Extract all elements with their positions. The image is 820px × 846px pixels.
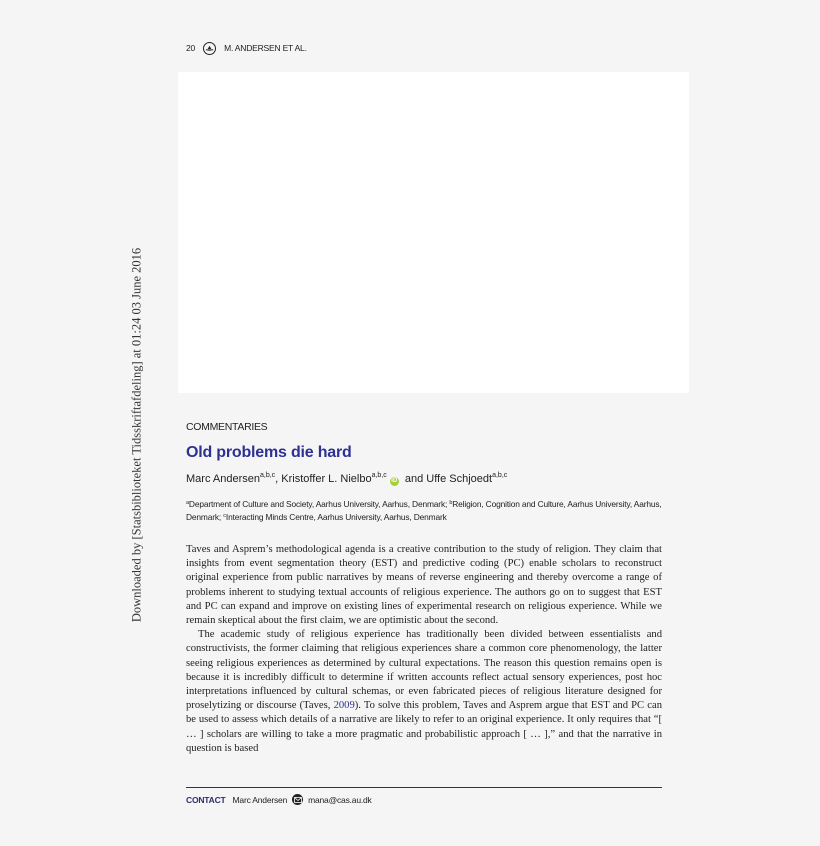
affiliation-mark: b [449, 500, 453, 506]
author-list [186, 472, 507, 486]
affiliation-text: Interacting Minds Centre, Aarhus University, Aarhus, Denmark [225, 512, 447, 522]
author-name[interactable]: Marc Andersen [186, 473, 260, 485]
blank-figure-area [178, 72, 689, 393]
paragraph [186, 628, 662, 756]
author-separator: , [275, 473, 282, 485]
author-name[interactable]: Kristoffer L. Nielbo [281, 473, 372, 485]
affiliation-text: Department of Culture and Society, Aarhus University, Aarhus, Denmark; [188, 499, 450, 509]
contact-name: Marc Andersen [232, 794, 288, 805]
contact-email[interactable]: mana@cas.au.dk [308, 794, 372, 805]
contact-divider [186, 787, 662, 788]
journal-logo-icon [203, 42, 216, 55]
author-separator: and [401, 473, 427, 485]
author-affiliation-marks: a,b,c [492, 472, 508, 479]
author-name[interactable]: Uffe Schjoedt [426, 473, 493, 485]
contact-line [186, 794, 372, 805]
paragraph-text: The academic study of religious experience has traditionally been divided between essentialists and constructivists, the former claiming that religious experiences share a common core phenomenology, the latter seeing religious experiences as determined by cultural expectations. The reason this question remains open is because it is incredibly difficult to determine if written accounts reflect actual sensory experiences, post hoc interpretations influenced by cultural schemas, or even fabricated pieces of religious literature designed for proselytizing or discourse (Taves, [186, 629, 662, 712]
affiliation-mark: c [223, 513, 226, 519]
article-title: Old problems die hard [186, 444, 352, 461]
affiliation-mark: a [186, 500, 189, 506]
envelope-icon [292, 794, 303, 805]
author-affiliation-marks: a,b,c [371, 472, 387, 479]
orcid-icon[interactable]: iD [391, 478, 398, 484]
running-head-authors: M. ANDERSEN ET AL. [224, 43, 307, 53]
contact-label: CONTACT [186, 794, 226, 805]
paragraph: Taves and Asprem’s methodological agenda is a creative contribution to the study of religion. They claim that insights from event segmentation theory (EST) and predictive coding (PC) enable scholars to reconstruct original experience from public narratives by means of reverse engineering and thereby overcome a range of problems inherent to studying textual accounts of religious experience. The authors go on to suggest that EST and PC can expand and improve on existing lines of experimental research on religious experience. While we remain skeptical about the first claim, we are optimistic about the second. [186, 544, 662, 627]
section-label: COMMENTARIES [186, 421, 268, 433]
author-affiliation-marks: a,b,c [259, 472, 276, 479]
page-number: 20 [186, 43, 196, 53]
running-head [186, 40, 307, 56]
affiliations [186, 497, 662, 523]
paragraph-text: ). To solve this problem, Taves and Asprem argue that EST and PC can be used to assess which details of a narrative are likely to refer to an original experience. It only requires that “[ … ] scholars are willing to take a more pragmatic and probabilistic approach [ … ],” and that the narrative in question is based [186, 700, 662, 754]
article-body [186, 543, 662, 756]
download-watermark: Downloaded by [Statsbiblioteket Tidsskriftafdeling] at 01:24 03 June 2016 [129, 247, 144, 623]
citation-link[interactable]: 2009 [333, 700, 355, 712]
affiliation-text: Religion, Cognition and Culture, Aarhus University, Aarhus, Denmark; [186, 499, 662, 522]
